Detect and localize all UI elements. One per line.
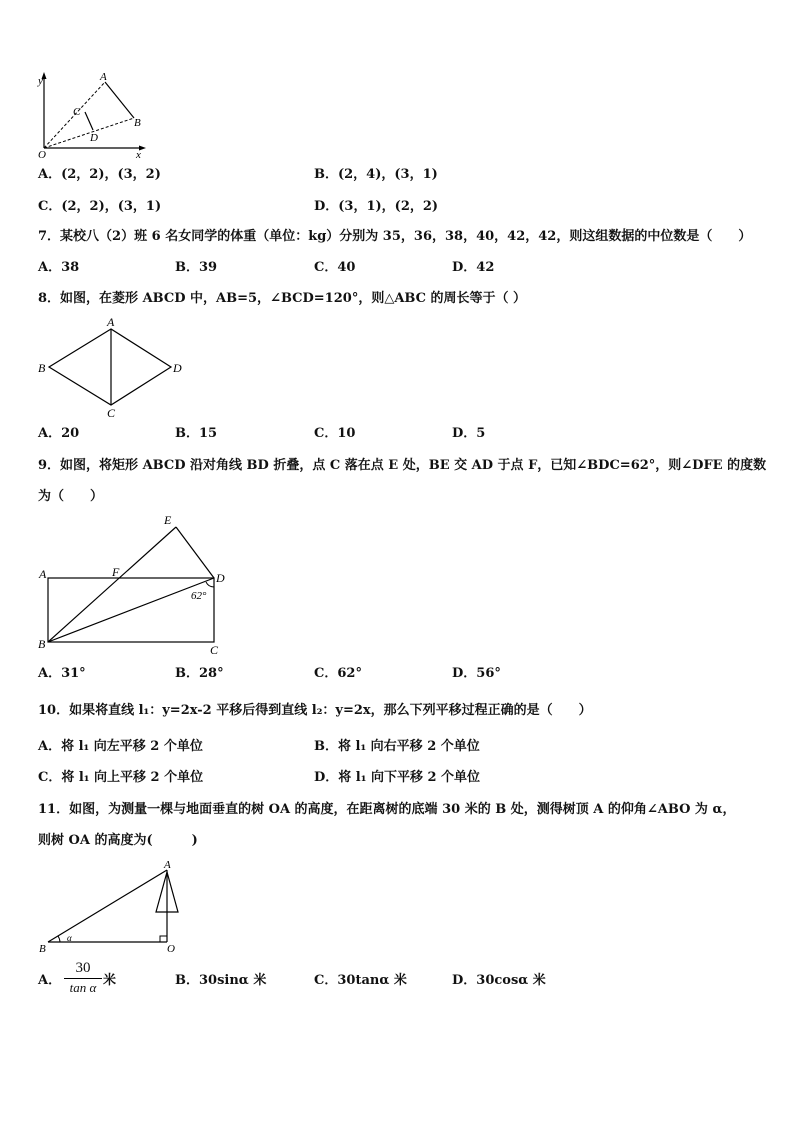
q6-option-b[interactable]: B．(2，4)，(3，1) <box>314 167 438 182</box>
q8-rhombus-figure <box>34 313 194 421</box>
q11-option-d[interactable]: D．30cosα 米 <box>452 973 546 988</box>
q7-option-b[interactable]: B．39 <box>175 260 218 275</box>
q11-option-b[interactable]: B．30sinα 米 <box>175 973 267 988</box>
q9-label-angle: 62° <box>191 590 207 602</box>
q8-option-a[interactable]: A．20 <box>38 426 80 441</box>
q11-option-a-numerator: 30 <box>75 960 91 976</box>
q8-option-b[interactable]: B．15 <box>175 426 218 441</box>
q6-option-c[interactable]: C．(2，2)，(3，1) <box>38 199 162 214</box>
q6-option-a[interactable]: A．(2，2)，(3，2) <box>38 167 161 182</box>
q11-stem-line2: 则树 OA 的高度为( ) <box>38 833 198 848</box>
q9-rectangle-fold-figure <box>34 512 234 658</box>
q11-label-A: A <box>164 859 171 871</box>
q9-option-c[interactable]: C．62° <box>314 666 362 681</box>
q9-option-b[interactable]: B．28° <box>175 666 224 681</box>
q7-option-c[interactable]: C．40 <box>314 260 356 275</box>
q9-stem-line2: 为（ ） <box>38 489 104 504</box>
q6-label-B: B <box>134 117 141 129</box>
q11-label-B: B <box>39 943 46 955</box>
q10-option-a[interactable]: A．将 l₁ 向左平移 2 个单位 <box>38 739 203 754</box>
q9-label-B: B <box>38 637 46 651</box>
q9-option-a[interactable]: A．31° <box>38 666 86 681</box>
q11-label-alpha: α <box>67 933 72 943</box>
q9-option-d[interactable]: D．56° <box>452 666 501 681</box>
q6-label-A: A <box>100 71 107 83</box>
q10-option-b[interactable]: B．将 l₁ 向右平移 2 个单位 <box>314 739 480 754</box>
q11-option-a-unit: 米 <box>103 973 117 988</box>
q10-option-d[interactable]: D．将 l₁ 向下平移 2 个单位 <box>314 770 481 785</box>
q8-label-A: A <box>107 315 115 329</box>
q11-option-a-fraction[interactable] <box>64 959 102 996</box>
fraction-bar <box>64 978 102 979</box>
q9-label-E: E <box>164 513 172 527</box>
q8-option-d[interactable]: D．5 <box>452 426 486 441</box>
q8-label-B: B <box>38 361 46 375</box>
q8-label-C: C <box>107 406 116 420</box>
q11-option-a-denominator: tan α <box>69 980 97 995</box>
q10-stem: 10．如果将直线 l₁：y=2x-2 平移后得到直线 l₂：y=2x，那么下列平移过程正确的是（ ） <box>38 703 592 718</box>
q6-label-x: x <box>136 149 141 161</box>
q11-option-c[interactable]: C．30tanα 米 <box>314 973 407 988</box>
q7-option-a[interactable]: A．38 <box>38 260 80 275</box>
q9-label-D: D <box>216 571 225 585</box>
q9-label-A: A <box>39 567 47 581</box>
q11-option-a-label[interactable]: A． <box>38 973 62 988</box>
q6-option-d[interactable]: D．(3，1)，(2，2) <box>314 199 439 214</box>
q8-stem: 8．如图，在菱形 ABCD 中，AB=5，∠BCD=120°，则△ABC 的周长等于（ ） <box>38 291 527 306</box>
q7-option-d[interactable]: D．42 <box>452 260 495 275</box>
q9-stem-line1: 9．如图，将矩形 ABCD 沿对角线 BD 折叠，点 C 落在点 E 处，BE 交 AD 于点 F，已知∠BDC=62°，则∠DFE 的度数 <box>38 458 767 473</box>
q11-stem-line1: 11．如图，为测量一棵与地面垂直的树 OA 的高度，在距离树的底端 30 米的 B 处，测得树顶 A 的仰角∠ABO 为 α， <box>38 802 736 817</box>
q11-tree-figure <box>34 856 194 956</box>
q8-option-c[interactable]: C．10 <box>314 426 356 441</box>
q10-option-c[interactable]: C．将 l₁ 向上平移 2 个单位 <box>38 770 204 785</box>
q7-stem: 7．某校八（2）班 6 名女同学的体重（单位：kg）分别为 35，36，38，40，42，42，则这组数据的中位数是（ ） <box>38 229 752 244</box>
q9-label-C: C <box>210 643 219 657</box>
q6-label-O: O <box>38 149 46 161</box>
q6-coordinate-figure <box>30 70 160 162</box>
q6-label-D: D <box>90 132 98 144</box>
q11-label-O: O <box>167 943 175 955</box>
q8-label-D: D <box>173 361 182 375</box>
q6-label-C: C <box>73 106 81 118</box>
q9-label-F: F <box>112 565 120 579</box>
q6-label-y: y <box>38 75 43 87</box>
